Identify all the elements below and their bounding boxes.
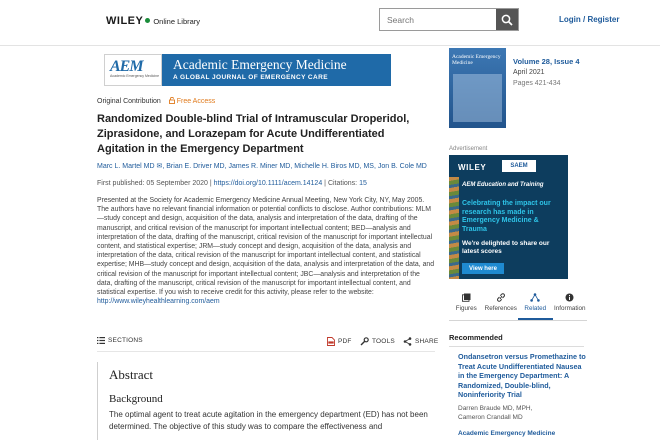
unlock-icon bbox=[169, 97, 175, 104]
notes-link[interactable]: http://www.wileyhealthlearning.com/aem bbox=[97, 298, 220, 306]
pdf-button[interactable] bbox=[327, 337, 352, 346]
recommended-heading: Recommended bbox=[449, 333, 503, 342]
figures-icon bbox=[462, 293, 471, 302]
ad-header bbox=[449, 155, 568, 177]
journal-logo bbox=[104, 54, 162, 86]
issue-cover[interactable] bbox=[449, 48, 506, 128]
tools-label: TOOLS bbox=[372, 338, 395, 345]
brand-text: WILEY bbox=[106, 15, 144, 27]
journal-logo-sub: Academic Emergency Medicine bbox=[110, 74, 160, 78]
article-type: Original Contribution bbox=[97, 98, 161, 105]
journal-title: Academic Emergency Medicine bbox=[173, 57, 347, 72]
ad-partner-logo: SAEM bbox=[502, 160, 536, 172]
free-access-badge bbox=[169, 98, 215, 105]
ad-brand: WILEY bbox=[458, 163, 487, 172]
abstract-section bbox=[97, 362, 435, 440]
background-heading: Background bbox=[109, 393, 163, 405]
ad-photo bbox=[449, 177, 459, 279]
recommended-divider bbox=[449, 346, 584, 347]
tab-information-label: Information bbox=[554, 305, 586, 312]
free-access-label: Free Access bbox=[176, 98, 216, 105]
published-label: First published: bbox=[97, 180, 145, 187]
related-network-icon bbox=[530, 293, 540, 302]
tab-information[interactable] bbox=[553, 288, 588, 320]
search-input[interactable] bbox=[380, 9, 498, 30]
sections-label: SECTIONS bbox=[108, 337, 143, 344]
ad-headline: Celebrating the impact our research has made in Emergency Medicine & Trauma bbox=[462, 200, 551, 233]
recommended-author: Darren Braude MD, MPH, bbox=[458, 405, 533, 412]
advertisement-label: Advertisement bbox=[449, 146, 488, 152]
ad-subline: We're delighted to share our latest scores bbox=[462, 240, 550, 255]
tab-related[interactable] bbox=[518, 288, 553, 320]
sections-button[interactable] bbox=[97, 337, 143, 344]
recommended-authors bbox=[458, 405, 532, 422]
share-label: SHARE bbox=[415, 338, 439, 345]
search-box bbox=[379, 8, 519, 31]
wiley-logo[interactable] bbox=[106, 15, 200, 27]
recommended-author: Cameron Crandall MD bbox=[458, 413, 523, 421]
brand-subtitle: Online Library bbox=[153, 17, 201, 26]
citations-label: Citations: bbox=[327, 180, 358, 187]
list-icon bbox=[97, 337, 105, 344]
search-button[interactable] bbox=[496, 9, 518, 30]
tab-figures-label: Figures bbox=[455, 305, 477, 312]
issue-pages: Pages 421-434 bbox=[513, 80, 561, 87]
author-list[interactable]: Marc L. Martel MD ✉, Brian E. Driver MD, James R. Miner MD, Michelle H. Biros MD, MS, Jon B. Cole MD bbox=[97, 163, 427, 170]
login-register-link[interactable]: Login / Register bbox=[559, 15, 620, 24]
issue-date: April 2021 bbox=[513, 69, 545, 76]
abstract-heading: Abstract bbox=[109, 367, 154, 382]
tools-button[interactable] bbox=[360, 337, 395, 346]
recommended-article-link[interactable]: Ondansetron versus Promethazine to Treat Acute Undifferentiated Nausea in the Emergency Department: A Randomized, Double-blind, Noninferiority Trial bbox=[458, 352, 586, 399]
brand-dot-icon bbox=[145, 18, 150, 23]
abstract-text: The optimal agent to treat acute agitation in the emergency department (ED) has not been determined. The objective of this study was to compare the effectiveness and bbox=[109, 410, 428, 431]
cover-image bbox=[453, 74, 502, 122]
citations-count[interactable]: 15 bbox=[359, 180, 367, 187]
publication-info: First published: 05 September 2020 | https://doi.org/10.1111/acem.14124 | Citations: 15 bbox=[97, 180, 367, 187]
article-notes bbox=[97, 196, 435, 306]
article-title: Randomized Double-blind Trial of Intramuscular Droperidol, Ziprasidone, and Lorazepam for Acute Undifferentiated Agitation in the Emergency Department bbox=[97, 113, 410, 155]
tab-related-label: Related bbox=[524, 305, 547, 312]
tab-figures[interactable] bbox=[449, 288, 484, 320]
cover-title: Academic Emergency Medicine bbox=[452, 54, 501, 66]
published-date: 05 September 2020 bbox=[146, 180, 208, 187]
ad-view-button[interactable]: View here bbox=[462, 263, 504, 274]
journal-banner[interactable] bbox=[104, 54, 391, 86]
advertisement-banner[interactable] bbox=[449, 155, 568, 279]
journal-logo-text: AEM bbox=[110, 58, 143, 75]
pdf-label: PDF bbox=[338, 338, 352, 345]
tab-references-label: References bbox=[484, 305, 517, 312]
recommended-journal[interactable]: Academic Emergency Medicine bbox=[458, 430, 556, 437]
sidebar-tabs bbox=[449, 288, 587, 321]
content-type bbox=[97, 97, 215, 105]
notes-text: Presented at the Society for Academic Emergency Medicine Annual Meeting, New York City, NY, May 2005. The authors have no relevant financial information or potential conflicts to disclose. Author contributions: MLM—study concept and design, acquisition of the data, analysis and interpretation of the data, drafting of the manuscript, and critical revision of the manuscript for important intellectual content; BED—analysis and interpretation of the data, drafting of the manuscript, critical revision of the manuscript for important intellectual content, and statistical expertise; JRM—study concept and design, acquisition of the data, analysis and interpretation of the data, critical revision of the manuscript for important intellectual content, and statistical expertise; MHB—study concept and design, acquisition of the data, analysis and interpretation of the data, and critical revision of the manuscript for important intellectual content; JBC—analysis and interpretation of the data, drafting of the manuscript, critical revision of the manuscript for important intellectual content, and statistical expertise. If you wish to receive credit for this activity, please refer to the website: bbox=[97, 197, 435, 297]
pdf-icon bbox=[327, 337, 335, 346]
doi-link[interactable]: https://doi.org/10.1111/acem.14124 bbox=[213, 180, 323, 187]
link-icon bbox=[496, 293, 506, 302]
wrench-icon bbox=[360, 337, 369, 346]
tab-references[interactable] bbox=[484, 288, 519, 320]
ad-journal-name: AEM Education and Training bbox=[462, 182, 544, 188]
site-header bbox=[0, 0, 660, 46]
article-toolbar bbox=[97, 332, 439, 352]
info-icon bbox=[565, 293, 574, 302]
search-icon bbox=[501, 14, 513, 26]
journal-subtitle: A GLOBAL JOURNAL OF EMERGENCY CARE bbox=[173, 74, 328, 81]
share-button[interactable] bbox=[403, 337, 438, 346]
issue-volume-link[interactable]: Volume 28, Issue 4 bbox=[513, 57, 580, 66]
share-icon bbox=[403, 337, 412, 346]
